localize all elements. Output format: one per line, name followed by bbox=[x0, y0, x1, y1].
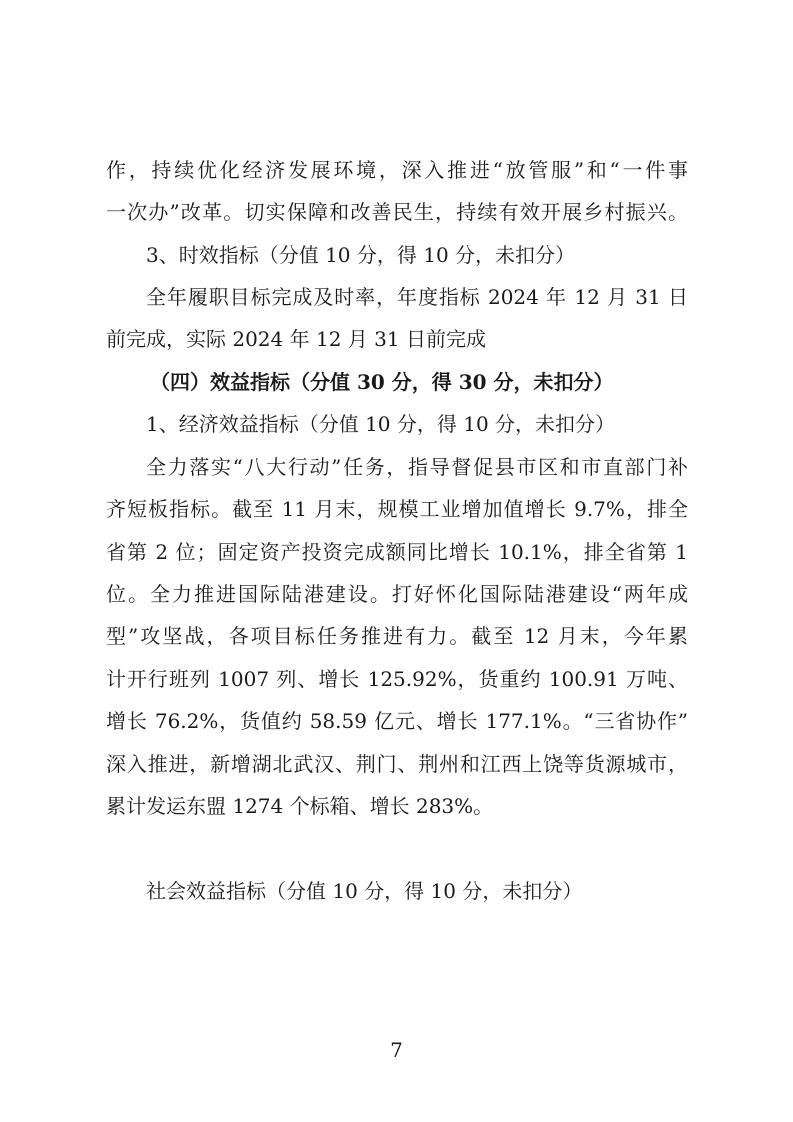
paragraph-line: 作，持续优化经济发展环境，深入推进“放管服”和“一件事 bbox=[106, 158, 688, 182]
paragraph-line: 全力落实“八大行动”任务，指导督促县市区和市直部门补 bbox=[146, 455, 688, 479]
section-heading-social: 社会效益指标（分值 10 分，得 10 分，未扣分） bbox=[146, 879, 583, 903]
paragraph-line: 位。全力推进国际陆港建设。打好怀化国际陆港建设“两年成 bbox=[106, 582, 688, 606]
paragraph-line: 深入推进，新增湖北武汉、荆门、荆州和江西上饶等货源城市， bbox=[106, 752, 688, 776]
paragraph-line: 型”攻坚战，各项目标任务推进有力。截至 12 月末，今年累 bbox=[106, 624, 688, 648]
paragraph-line: 一次办”改革。切实保障和改善民生，持续有效开展乡村振兴。 bbox=[106, 200, 688, 224]
paragraph-line: 增长 76.2%，货值约 58.59 亿元、增长 177.1%。“三省协作” bbox=[106, 709, 688, 733]
paragraph-line: 省第 2 位；固定资产投资完成额同比增长 10.1%，排全省第 1 bbox=[106, 540, 688, 564]
paragraph-line: 计开行班列 1007 列、增长 125.92%，货重约 100.91 万吨、 bbox=[106, 667, 688, 691]
section-heading-timeliness: 3、时效指标（分值 10 分，得 10 分，未扣分） bbox=[146, 243, 576, 267]
section-heading-economic: 1、经济效益指标（分值 10 分，得 10 分，未扣分） bbox=[146, 412, 616, 436]
paragraph-line: 齐短板指标。截至 11 月末，规模工业增加值增长 9.7%，排全 bbox=[106, 497, 688, 521]
section-heading-benefit: （四）效益指标（分值 30 分，得 30 分，未扣分） bbox=[150, 370, 614, 394]
page-number: 7 bbox=[390, 1038, 403, 1062]
paragraph-line: 全年履职目标完成及时率，年度指标 2024 年 12 月 31 日 bbox=[146, 285, 688, 309]
paragraph-line: 累计发运东盟 1274 个标箱、增长 283%。 bbox=[106, 794, 494, 818]
paragraph-line: 前完成，实际 2024 年 12 月 31 日前完成 bbox=[106, 327, 486, 351]
